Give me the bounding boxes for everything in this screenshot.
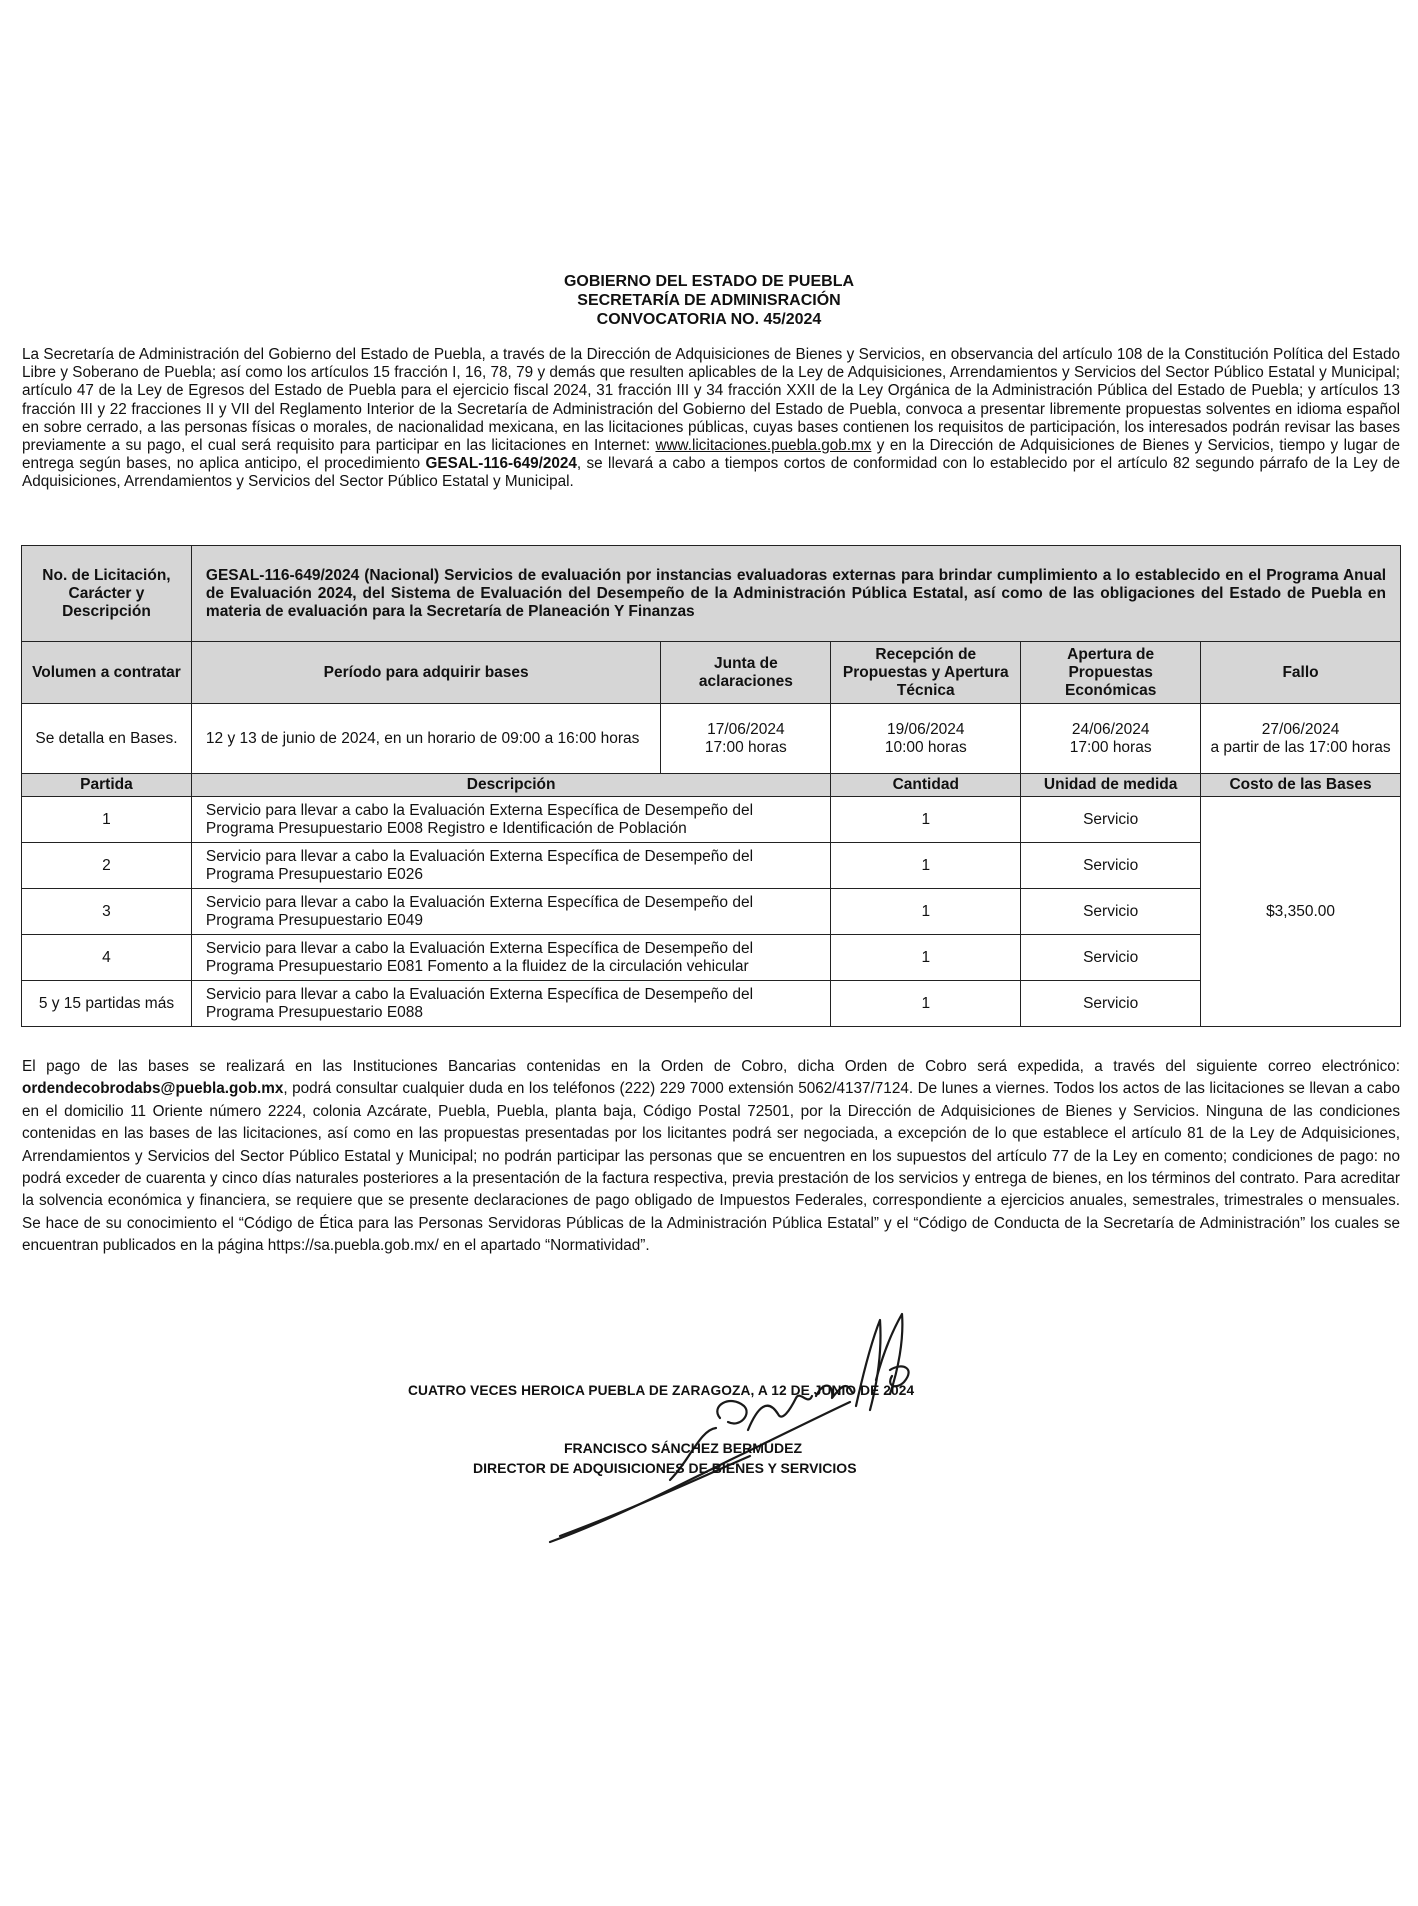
table-row	[22, 981, 1401, 1027]
partida-header: Partida	[22, 774, 192, 797]
clarification-value	[661, 704, 831, 774]
schedule-values-row	[22, 704, 1401, 774]
header-call-number: CONVOCATORIA NO. 45/2024	[596, 311, 822, 328]
quantity-header: Cantidad	[831, 774, 1021, 797]
description-cell: Servicio para llevar a cabo la Evaluación Externa Específica de Desempeño del Programa Presupuestario E049	[191, 889, 830, 935]
intro-text-2: y en la Dirección de Adquisiciones de Bienes y Servicios, tiempo y lugar de entrega según bases, no aplica anticipo, el procedimiento	[22, 437, 1400, 473]
quantity-cell: 1	[831, 935, 1021, 981]
clarification-date: 17/06/2024	[707, 720, 785, 738]
ruling-date: 27/06/2024	[1261, 720, 1340, 738]
economic-opening-date: 24/06/2024	[1071, 720, 1150, 738]
reception-time: 10:00 horas	[884, 738, 967, 756]
ruling-header: Fallo	[1201, 642, 1401, 704]
partida-cell: 2	[22, 843, 192, 889]
payment-paragraph	[22, 1056, 1400, 1258]
partida-cell: 3	[22, 889, 192, 935]
signer-title: DIRECTOR DE ADQUISICIONES DE BIENES Y SERVICIOS	[473, 1460, 857, 1476]
table-row	[22, 889, 1401, 935]
items-header-row	[22, 774, 1401, 797]
partida-cell: 4	[22, 935, 192, 981]
period-value: 12 y 13 de junio de 2024, en un horario de 09:00 a 16:00 horas	[191, 704, 661, 774]
reception-header: Recepción de Propuestas y Apertura Técnica	[831, 642, 1021, 704]
document-header	[0, 272, 1418, 329]
quantity-cell: 1	[831, 889, 1021, 935]
cost-header: Costo de las Bases	[1201, 774, 1401, 797]
license-description: GESAL-116-649/2024 (Nacional) Servicios de evaluación por instancias evaluadoras externas para brindar cumplimiento a lo establecido en el Programa Anual de Evaluación 2024, del Sistema de Evaluación del Desempeño de la Administración Pública Estatal, así como de las obligaciones del Estado de Puebla en materia de evaluación para la Secretaría de Planeación Y Finanzas	[191, 546, 1400, 642]
unit-cell: Servicio	[1021, 889, 1201, 935]
period-header: Período para adquirir bases	[191, 642, 661, 704]
table-row	[22, 843, 1401, 889]
footer-text-2: , podrá consultar cualquier duda en los teléfonos (222) 229 7000 extensión 5062/4137/7124. De lunes a viernes. Todos los actos de las licitaciones se llevan a cabo en el domicilio 11 Oriente número 2224, colonia Azcárate, Puebla, Puebla, planta baja, Código Postal 72501, por la Dirección de Adquisiciones de Bienes y Servicios. Ninguna de las condiciones contenidas en las bases de las licitaciones, así como en las propuestas presentadas por los licitantes podrá ser negociada, a excepción de lo que establece el artículo 81 de la Ley de Adquisiciones, Arrendamientos y Servicios del Sector Público Estatal y Municipal; no podrán participar las personas que se encuentren en los supuestos del artículo 77 de la Ley en comento; condiciones de pago: no podrá exceder de cuarenta y cinco días naturales posteriores a la presentación de la factura respectiva, previa prestación de los servicios y entrega de bienes, en los términos del contrato. Para acreditar la solvencia económica y financiera, se requiere que se presente declaraciones de pago obligado de Impuestos Federales, correspondiente a ejercicios anuales, semestrales, trimestrales o mensuales. Se hace de su conocimiento el “Código de Ética para las Personas Servidoras Públicas de la Administración Pública Estatal” y el “Código de Conducta de la Secretaría de Administración” los cuales se encuentran publicados en la página https://sa.puebla.gob.mx/ en el apartado “Normatividad”.	[22, 1080, 1400, 1255]
license-row	[22, 546, 1401, 642]
intro-text-1: La Secretaría de Administración del Gobierno del Estado de Puebla, a través de la Dirección de Adquisiciones de Bienes y Servicios, en observancia del artículo 108 de la Constitución Política del Estado Libre y Soberano de Puebla; así como los artículos 15 fracción I, 16, 78, 79 y demás que resulten aplicables de la Ley de Adquisiciones, Arrendamientos y Servicios del Sector Público Estatal y Municipal; artículo 47 de la Ley de Egresos del Estado de Puebla para el ejercicio fiscal 2024, 31 fracción III y 34 fracción XXII de la Ley Orgánica de la Administración Pública del Estado de Puebla; y artículos 13 fracción III y 22 fracciones II y VII del Reglamento Interior de la Secretaría de Administración del Gobierno del Estado de Puebla, convoca a presentar libremente propuestas solventes en idioma español en sobre cerrado, a las personas físicas o morales, de nacionalidad mexicana, en las licitaciones públicas, cuyas bases contienen los requisitos de participación, los interesados podrán revisar las bases previamente a su pago, el cual será requisito para participar en las licitaciones en Internet:	[22, 346, 1400, 455]
clarification-header: Junta de aclaraciones	[661, 642, 831, 704]
header-government: GOBIERNO DEL ESTADO DE PUEBLA	[563, 273, 855, 290]
table-row	[22, 797, 1401, 843]
reception-date: 19/06/2024	[886, 720, 965, 738]
ruling-time: a partir de las 17:00 horas	[1210, 738, 1391, 756]
description-cell: Servicio para llevar a cabo la Evaluación Externa Específica de Desempeño del Programa Presupuestario E081 Fomento a la fluidez de la circulación vehicular	[191, 935, 830, 981]
partida-cell: 5 y 15 partidas más	[22, 981, 192, 1027]
quantity-cell: 1	[831, 843, 1021, 889]
signer-name: FRANCISCO SÁNCHEZ BERMÚDEZ	[564, 1440, 802, 1456]
clarification-time: 17:00 horas	[704, 738, 787, 756]
volume-header: Volumen a contratar	[22, 642, 192, 704]
unit-cell: Servicio	[1021, 935, 1201, 981]
description-cell: Servicio para llevar a cabo la Evaluación Externa Específica de Desempeño del Programa Presupuestario E088	[191, 981, 830, 1027]
intro-text-3: , se llevará a cabo a tiempos cortos de conformidad con lo establecido por el artículo 82 segundo párrafo de la Ley de Adquisiciones, Arrendamientos y Servicios del Sector Público Estatal y Municipal.	[22, 455, 1400, 491]
licitaciones-link[interactable]: www.licitaciones.puebla.gob.mx	[655, 437, 872, 455]
cost-cell: $3,350.00	[1201, 797, 1401, 1027]
ruling-value	[1201, 704, 1401, 774]
unit-header: Unidad de medida	[1021, 774, 1201, 797]
partida-cell: 1	[22, 797, 192, 843]
unit-cell: Servicio	[1021, 981, 1201, 1027]
license-label: No. de Licitación, Carácter y Descripción	[22, 546, 192, 642]
table-row	[22, 935, 1401, 981]
billing-email[interactable]: ordendecobrodabs@puebla.gob.mx	[22, 1080, 284, 1098]
unit-cell: Servicio	[1021, 797, 1201, 843]
header-secretariat: SECRETARÍA DE ADMINISRACIÓN	[577, 292, 841, 309]
intro-paragraph	[22, 346, 1400, 492]
economic-opening-value	[1021, 704, 1201, 774]
signature-place-date: CUATRO VECES HEROICA PUEBLA DE ZARAGOZA, A 12 DE JUNIO DE 2024	[408, 1382, 915, 1398]
unit-cell: Servicio	[1021, 843, 1201, 889]
volume-value: Se detalla en Bases.	[22, 704, 192, 774]
procedure-code: GESAL-116-649/2024	[425, 455, 577, 473]
economic-opening-time: 17:00 horas	[1069, 738, 1152, 756]
description-header: Descripción	[191, 774, 830, 797]
quantity-cell: 1	[831, 797, 1021, 843]
bidding-table	[21, 545, 1401, 1027]
economic-opening-header: Apertura de Propuestas Económicas	[1021, 642, 1201, 704]
schedule-header-row	[22, 642, 1401, 704]
reception-value	[831, 704, 1021, 774]
footer-text-1: El pago de las bases se realizará en las Instituciones Bancarias contenidas en la Orden de Cobro, dicha Orden de Cobro será expedida, a través del siguiente correo electrónico:	[22, 1058, 1400, 1075]
description-cell: Servicio para llevar a cabo la Evaluación Externa Específica de Desempeño del Programa Presupuestario E026	[191, 843, 830, 889]
quantity-cell: 1	[831, 981, 1021, 1027]
description-cell: Servicio para llevar a cabo la Evaluación Externa Específica de Desempeño del Programa Presupuestario E008 Registro e Identificación de Población	[191, 797, 830, 843]
